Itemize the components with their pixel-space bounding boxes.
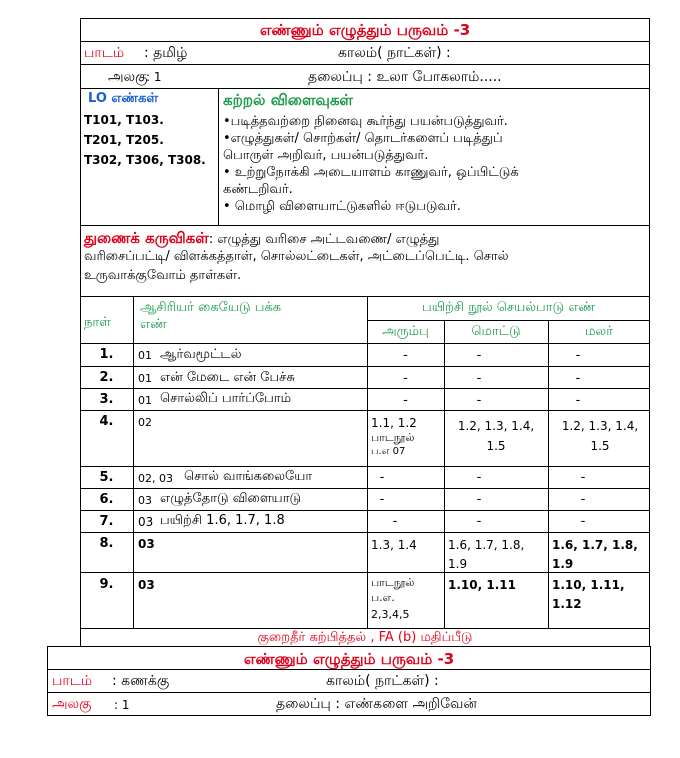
row-day: 9. [99, 577, 114, 592]
table-row [80, 410, 650, 466]
topic-label: தலைப்பு : எண்களை அறிவேன் [276, 696, 477, 712]
row-day: 3. [99, 392, 114, 407]
lesson-plan-block-maths [47, 646, 651, 716]
col-handbook-header-2: எண் [140, 317, 167, 332]
row-mottu: - [476, 371, 482, 386]
outcomes-list [223, 113, 519, 215]
table-row [80, 366, 650, 388]
row-malar: - [580, 470, 586, 485]
table-row [80, 488, 650, 510]
row-page: 01 [138, 349, 152, 362]
row-arumbu: - [403, 371, 408, 386]
col-malar-header: மலர் [584, 324, 614, 339]
table-row [80, 388, 650, 410]
table-footer: குறைதீர் கற்பித்தல் , FA (b) மதிப்பீடு [257, 630, 473, 645]
row-mottu: 1.2, 1.3, 1.4, [457, 419, 535, 433]
row-mottu: 1.6, 1.7, 1.8, [448, 538, 525, 552]
row-day: 2. [99, 370, 114, 385]
unit-value: : 1 [146, 70, 162, 84]
table-row [80, 510, 650, 532]
row-mottu: 1.9 [448, 557, 468, 571]
row-page: 02, 03 [138, 472, 173, 485]
outcome-line: பொருள் அறிவர், பயன்படுத்துவர். [223, 148, 429, 163]
row-day: 5. [99, 470, 114, 485]
outcomes-heading: கற்றல் விளைவுகள் [223, 91, 353, 109]
row-mottu: - [476, 348, 482, 363]
subject-label: பாடம் [52, 673, 93, 689]
table-row [80, 466, 650, 488]
unit-label: அலகு [108, 69, 148, 85]
row-arumbu: ப.எ. [371, 591, 395, 604]
row-mottu: - [476, 393, 482, 408]
row-activity: சொல்லிப் பார்ப்போம் [160, 391, 292, 406]
row-day: 8. [99, 536, 114, 551]
row-arumbu: - [403, 393, 408, 408]
lo-heading: LO எண்கள் [88, 91, 159, 106]
row-arumbu: 1.1, 1.2 [371, 416, 417, 430]
outcome-line: கண்டறிவர். [223, 182, 293, 197]
lo-code-list [84, 110, 206, 170]
row-activity: என் மேடை என் பேச்சு [160, 370, 295, 385]
col-handbook-header: ஆசிரியர் கையேடு பக்க [140, 300, 282, 315]
row-day: 7. [99, 514, 114, 529]
table-row [80, 343, 650, 366]
row-activity: பயிற்சி 1.6, 1.7, 1.8 [160, 513, 285, 528]
row-mottu: 1.5 [486, 439, 506, 453]
row-arumbu: 1.3, 1.4 [371, 538, 417, 552]
topic-label: தலைப்பு : உலா போகலாம்..... [308, 69, 502, 85]
aids-heading: துணைக் கருவிகள் [84, 229, 209, 247]
row-malar: 1.10, 1.11, [552, 578, 625, 592]
row-arumbu: - [379, 470, 385, 485]
aids-line: உருவாக்குவோம் தாள்கள். [84, 268, 242, 283]
period-label: காலம்( நாட்கள்) : [326, 673, 439, 689]
block-title: எண்ணும் எழுத்தும் பருவம் -3 [259, 21, 471, 39]
col-arumbu-header: அரும்பு [382, 324, 429, 339]
subject-label: பாடம் [84, 45, 125, 61]
row-arumbu: பாடநூல் [371, 431, 415, 444]
table-row [80, 532, 650, 572]
row-malar: 1.9 [552, 557, 574, 571]
row-mottu: - [476, 470, 482, 485]
row-page: 01 [138, 394, 152, 407]
row-page: 03 [138, 578, 155, 592]
row-page: 03 [138, 494, 152, 507]
lesson-plan-block-tamil [80, 18, 650, 646]
table-row [80, 572, 650, 628]
row-malar: - [580, 514, 586, 529]
row-malar: - [580, 492, 586, 507]
row-mottu: - [476, 492, 482, 507]
aids-line: : எழுத்து வரிசை அட்டவணை/ எழுத்து [208, 232, 440, 247]
row-malar: - [575, 393, 581, 408]
outcome-line: • மொழி விளையாட்டுகளில் ஈடுபடுவர். [223, 199, 461, 214]
subject-value: : கணக்கு [112, 673, 170, 689]
row-day: 4. [99, 414, 114, 429]
unit-value: : 1 [114, 698, 130, 712]
lo-code: T302, T306, T308. [84, 153, 206, 167]
row-malar: - [575, 348, 581, 363]
lo-code: T201, T205. [84, 133, 164, 147]
period-label: காலம்( நாட்கள்) : [338, 45, 451, 61]
row-page: 01 [138, 372, 152, 385]
aids-line: வரிசைப்பட்டி/ விளக்கத்தாள், சொல்லட்டைகள், அட்டைப்பெட்டி. சொல் [84, 249, 509, 264]
outcome-line: •படித்தவற்றை நினைவு கூர்ந்து பயன்படுத்துவர். [223, 114, 508, 129]
col-day-header: நாள் [84, 315, 111, 330]
row-malar: - [575, 371, 581, 386]
teaching-aids [84, 229, 439, 249]
subject-value: : தமிழ் [144, 45, 188, 61]
row-activity: சொல் வாங்கலையோ [184, 469, 313, 484]
row-malar: 1.6, 1.7, 1.8, [552, 538, 638, 552]
row-day: 1. [99, 347, 114, 362]
row-malar: 1.2, 1.3, 1.4, [561, 419, 639, 433]
row-arumbu: பாடநூல் [371, 576, 415, 589]
block-title: எண்ணும் எழுத்தும் பருவம் -3 [243, 650, 455, 668]
row-page: 02 [138, 416, 152, 429]
row-arumbu: - [403, 348, 408, 363]
outcome-line: •எழுத்துகள்/ சொற்கள்/ தொடர்களைப் படித்துப் [223, 131, 503, 146]
row-mottu: - [476, 514, 482, 529]
lo-code: T101, T103. [84, 113, 164, 127]
row-page: 03 [138, 537, 155, 551]
row-day: 6. [99, 492, 114, 507]
row-malar: 1.5 [590, 439, 610, 453]
unit-label: அலகு [52, 696, 92, 712]
row-malar: 1.12 [552, 597, 582, 611]
row-arumbu: - [379, 492, 385, 507]
row-arumbu: - [392, 514, 398, 529]
col-workbook-header: பயிற்சி நூல் செயல்பாடு எண் [422, 300, 595, 315]
row-arumbu: 2,3,4,5 [371, 608, 410, 621]
row-arumbu: ப.எ 07 [371, 446, 406, 457]
row-mottu: 1.10, 1.11 [448, 578, 516, 592]
row-activity: எழுத்தோடு விளையாடு [160, 491, 302, 506]
col-mottu-header: மொட்டு [471, 324, 521, 339]
row-page: 03 [138, 515, 154, 529]
outcome-line: • உற்றுநோக்கி அடையாளம் காணுவர், ஒப்பிட்டுக் [223, 165, 519, 180]
row-activity: ஆர்வமூட்டல் [160, 347, 242, 362]
